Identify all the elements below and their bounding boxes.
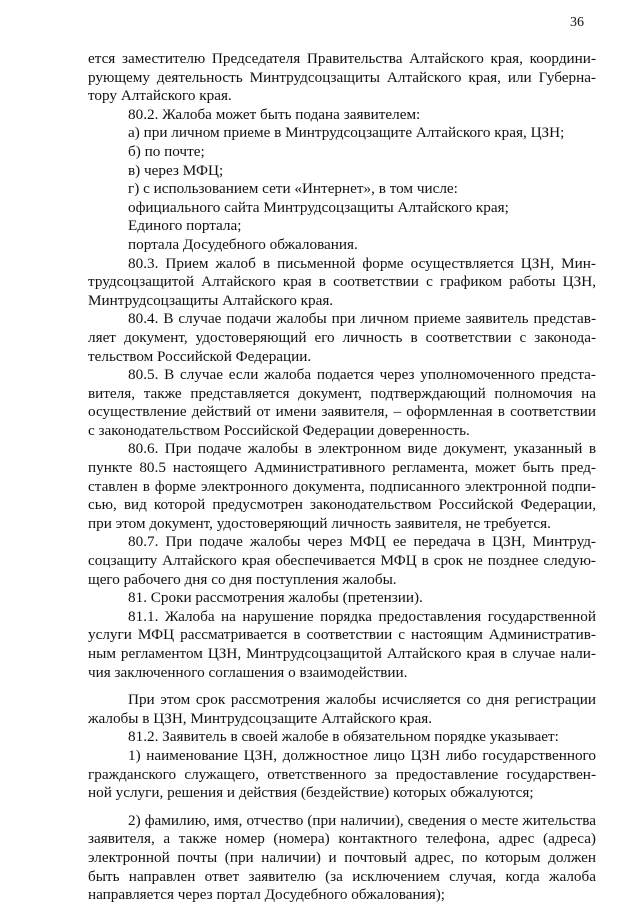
text-line: при этом документ, удостоверяющий личность заявителя, не требуется. [88, 514, 551, 532]
text-line: 80.5. В случае если жалоба подается через уполномоченного предста- [128, 366, 596, 384]
paragraph-gap [88, 682, 596, 691]
text-line: вителя, также представляется документ, подтверждающий полномочия на [88, 384, 596, 402]
text-line: электронной почты (при наличии) и почтовый адрес, по которым должен [88, 848, 596, 866]
paragraph-gap [88, 803, 596, 812]
text-line: в) через МФЦ; [128, 161, 224, 179]
text-line: тельством Российской Федерации. [88, 347, 312, 365]
text-line: ставлен в форме электронного документа, подписанного электронной подпи- [88, 477, 596, 495]
scan-speck: · · [500, 885, 506, 891]
text-line: чия заключенного соглашения о взаимодействии. [88, 663, 408, 681]
text-line: направляется через портал Досудебного обжалования); [88, 886, 446, 904]
text-line: ляет документ, удостоверяющий его личность в соответствии с законода- [88, 328, 596, 346]
text-line: 81. Сроки рассмотрения жалобы (претензии). [128, 589, 423, 607]
text-line: услуги МФЦ рассматривается в соответствии с настоящим Административ- [88, 626, 596, 644]
text-line: 80.4. В случае подачи жалобы при личном приеме заявитель представ- [128, 310, 596, 328]
text-line: б) по почте; [128, 142, 205, 160]
text-line: ным регламентом ЦЗН, Минтрудсоцзащитой Алтайского края в случае нали- [88, 645, 596, 662]
text-line: гражданского служащего, ответственного за предоставление государствен- [88, 765, 596, 783]
text-line: заявителя, а также номер (номера) контактного телефона, адрес (адреса) [88, 830, 596, 848]
document-body [88, 50, 596, 905]
text-line: 2) фамилию, имя, отчество (при наличии), сведения о месте жительства [128, 811, 596, 829]
text-line: ной услуги, решения и действия (бездействие) которых обжалуются; [88, 784, 534, 802]
text-line: 80.3. Прием жалоб в письменной форме осуществляется ЦЗН, Мин- [128, 254, 596, 272]
text-line: пункте 80.5 настоящего Административного регламента, может быть пред- [88, 459, 596, 477]
text-line: трудсоцзащитой Алтайского края в соответствии с графиком работы ЦЗН, [88, 273, 596, 291]
text-line: 1) наименование ЦЗН, должностное лицо ЦЗН либо государственного [128, 746, 596, 764]
text-line: тору Алтайского края. [88, 87, 232, 105]
page-number: 36 [570, 15, 584, 30]
text-line: Минтрудсоцзащиты Алтайского края. [88, 291, 334, 309]
text-line: портала Досудебного обжалования. [128, 235, 358, 253]
text-line: ется заместителю Председателя Правительства Алтайского края, координи- [88, 50, 596, 67]
text-line: осуществление действий от имени заявителя, – оформленная в соответствии [88, 403, 596, 421]
text-line: быть направлен ответ заявителю (за исключением случая, когда жалоба [88, 867, 596, 885]
text-line: с законодательством Российской Федерации доверенность. [88, 421, 470, 439]
text-line: соцзащиту Алтайского края обеспечивается МФЦ в срок не позднее следую- [88, 552, 596, 570]
text-line: а) при личном приеме в Минтрудсоцзащите Алтайского края, ЦЗН; [128, 124, 565, 142]
text-line: 80.2. Жалоба может быть подана заявителем: [128, 105, 421, 123]
text-line: 80.7. При подаче жалобы через МФЦ ее передача в ЦЗН, Минтруд- [128, 533, 596, 551]
text-line: сью, вид которой предусмотрен законодательством Российской Федерации, [88, 496, 596, 514]
text-line: Единого портала; [128, 217, 242, 235]
text-line: 80.6. При подаче жалобы в электронном виде документ, указанный в [128, 440, 596, 458]
text-line: жалобы в ЦЗН, Минтрудсоцзащите Алтайского края. [88, 709, 433, 727]
text-line: рующему деятельность Минтрудсоцзащиты Алтайского края, или Губерна- [88, 68, 596, 86]
text-line: 81.2. Заявитель в своей жалобе в обязательном порядке указывает: [128, 728, 559, 746]
text-line: щего рабочего дня со дня поступления жалобы. [88, 570, 397, 588]
text-line: г) с использованием сети «Интернет», в том числе: [128, 180, 458, 198]
text-line: 81.1. Жалоба на нарушение порядка предоставления государственной [128, 607, 596, 625]
text-line: официального сайта Минтрудсоцзащиты Алтайского края; [128, 198, 509, 216]
text-line: При этом срок рассмотрения жалобы исчисляется со дня регистрации [128, 691, 596, 709]
